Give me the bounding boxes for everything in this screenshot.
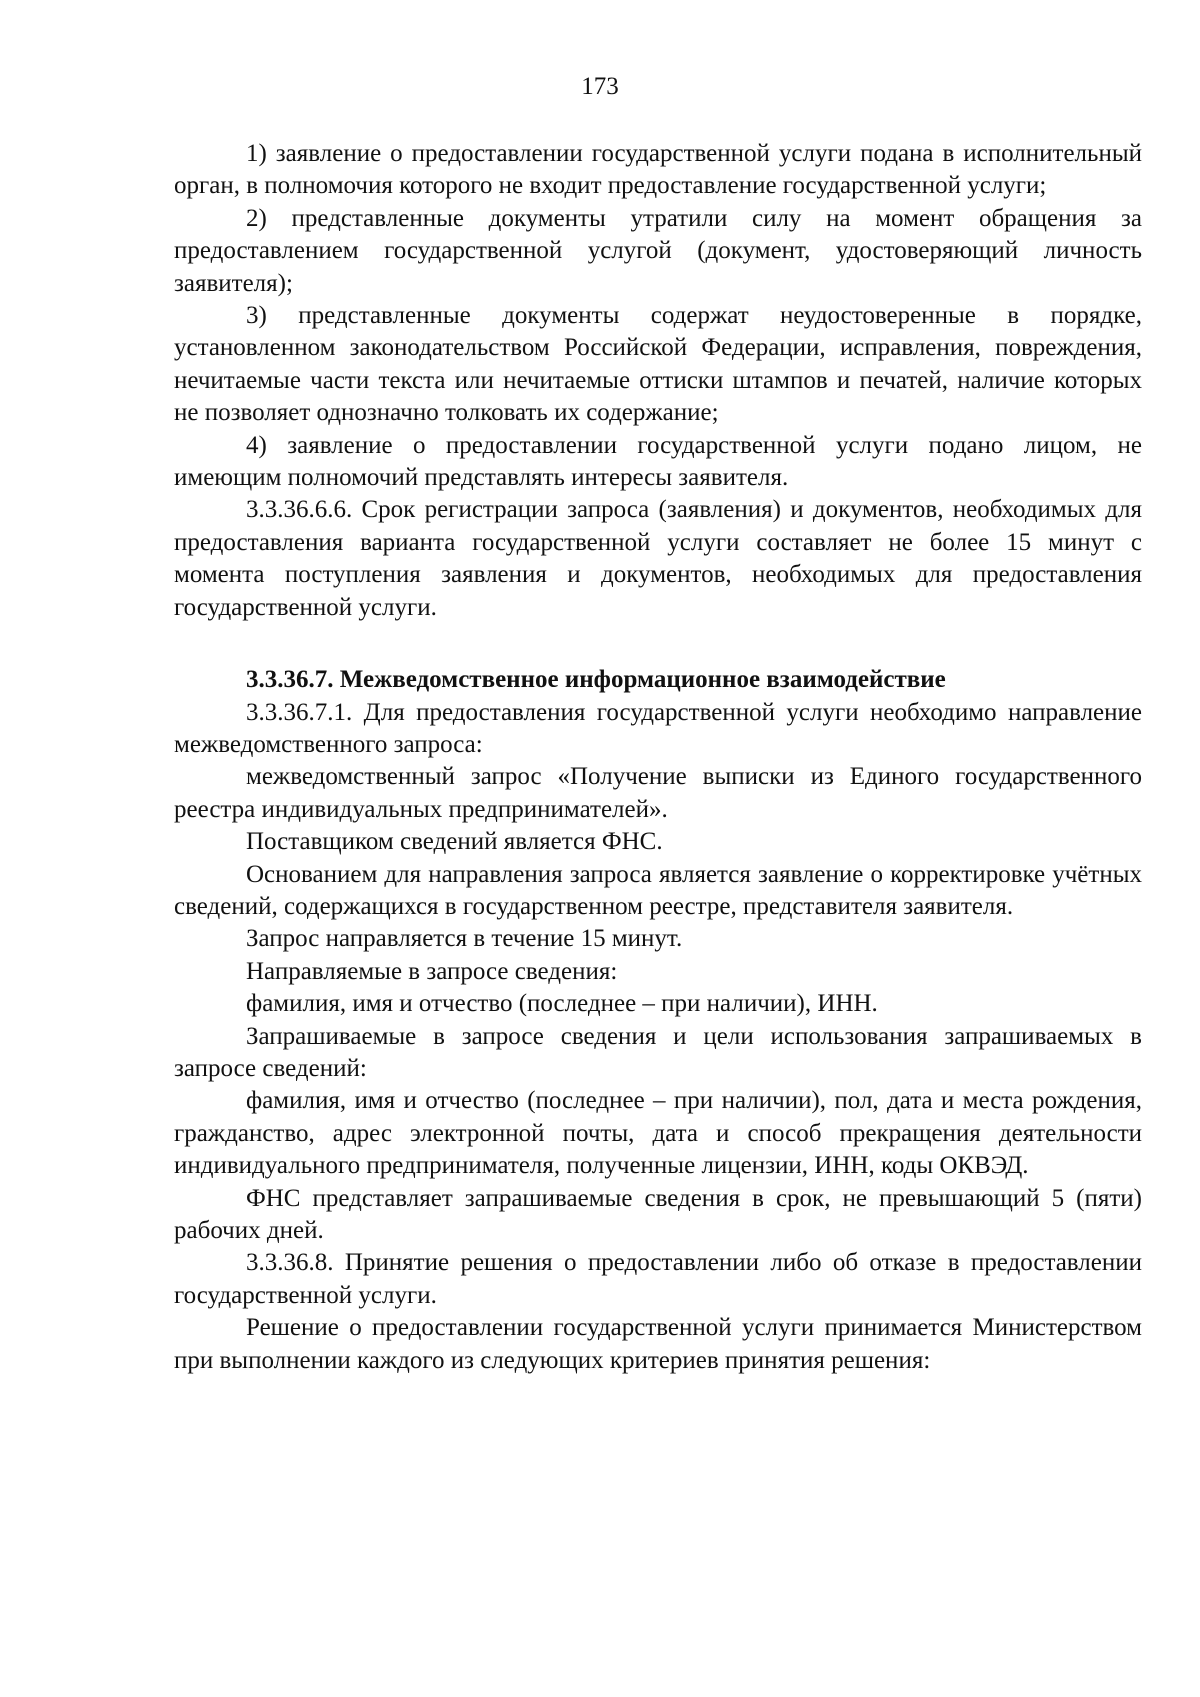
list-item-3: 3) представленные документы содержат неудостоверенные в порядке, установленном законодательством Российской Федерации, исправления, повреждения, нечитаемые части текста или нечитаемые оттиски штампов и печатей, наличие которых не позволяет однозначно толковать их содержание;: [174, 302, 1142, 427]
paragraph-request-time: Запрос направляется в течение 15 минут.: [246, 925, 683, 953]
paragraph-interagency-request: 3.3.36.7.1. Для предоставления государственной услуги необходимо направление межведомственного запроса:: [174, 698, 1142, 758]
paragraph-requested-data-label: Запрашиваемые в запросе сведения и цели использования запрашиваемых в запросе сведений:: [174, 1022, 1142, 1082]
paragraph-decision-criteria: Решение о предоставлении государственной услуги принимается Министерством при выполнении каждого из следующих критериев принятия решения:: [174, 1314, 1142, 1374]
list-item-2: 2) представленные документы утратили силу на момент обращения за предоставлением государственной услугой (документ, удостоверяющий личность заявителя);: [174, 204, 1142, 297]
document-body: [174, 138, 1142, 1377]
paragraph-request-name: межведомственный запрос «Получение выписки из Единого государственного реестра индивидуальных предпринимателей».: [174, 763, 1142, 823]
list-item-1: 1) заявление о предоставлении государственной услуги подана в исполнительный орган, в полномочия которого не входит предоставление государственной услуги;: [174, 140, 1142, 200]
page-number: 173: [581, 73, 619, 100]
paragraph-sent-data-label: Направляемые в запросе сведения:: [246, 957, 618, 985]
list-item-4: 4) заявление о предоставлении государственной услуги подано лицом, не имеющим полномочий представлять интересы заявителя.: [174, 431, 1142, 492]
paragraph-sent-data: фамилия, имя и отчество (последнее – при наличии), ИНН.: [246, 990, 878, 1018]
paragraph-registration-term: 3.3.36.6.6. Срок регистрации запроса (заявления) и документов, необходимых для предоставления варианта государственной услуги составляет не более 15 минут с момента поступления заявления и документов, необходимых для предоставления государственной услуги.: [174, 496, 1142, 621]
paragraph-requested-data: фамилия, имя и отчество (последнее – при наличии), пол, дата и места рождения, гражданство, адрес электронной почты, дата и способ прекращения деятельности индивидуального предпринимателя, полученные лицензии, ИНН, коды ОКВЭД.: [174, 1087, 1142, 1180]
paragraph-provider: Поставщиком сведений является ФНС.: [246, 828, 663, 856]
paragraph-fns-term: ФНС представляет запрашиваемые сведения в срок, не превышающий 5 (пяти) рабочих дней.: [174, 1184, 1142, 1244]
paragraph-request-basis: Основанием для направления запроса является заявление о корректировке учётных сведений, содержащихся в государственном реестре, представителя заявителя.: [174, 860, 1142, 920]
paragraph-decision-section: 3.3.36.8. Принятие решения о предоставлении либо об отказе в предоставлении государственной услуги.: [174, 1249, 1142, 1309]
section-heading: 3.3.36.7. Межведомственное информационное взаимодействие: [246, 666, 946, 694]
